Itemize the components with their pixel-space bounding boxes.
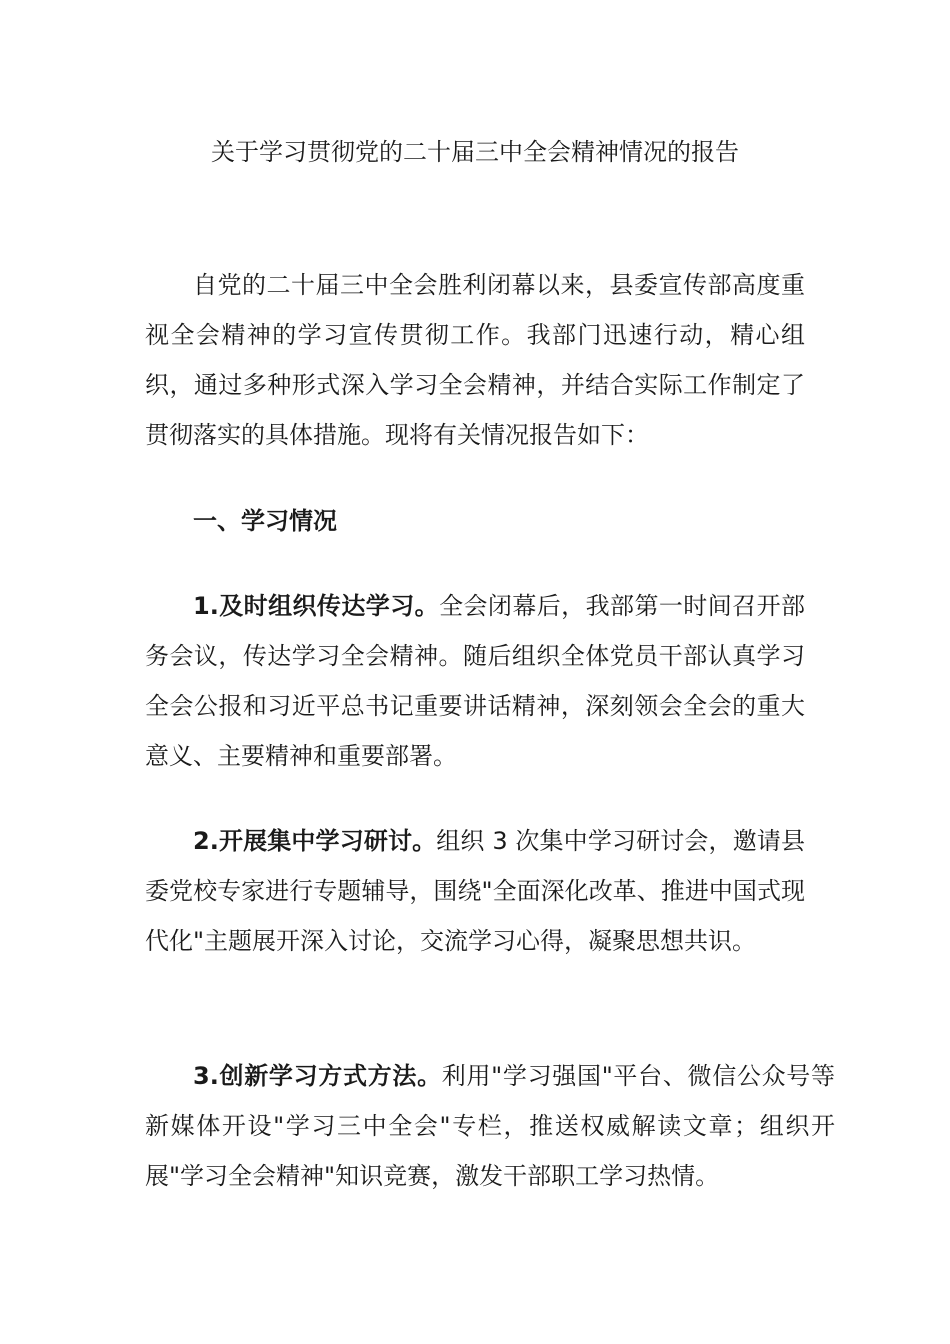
section-heading: 一、学习情况 (193, 507, 337, 535)
item-body: 全会闭幕后，我部第一时间召开部务会议，传达学习全会精神。随后组织全体党员干部认真学习全会公报和习近平总书记重要讲话精神，深刻领会全会的重大意义、主要精神和重要部署。 (145, 592, 805, 770)
item-body: 组织 3 次集中学习研讨会，邀请县委党校专家进行专题辅导，围绕"全面深化改革、推进中国式现代化"主题展开深入讨论，交流学习心得，凝聚思想共识。 (145, 827, 805, 955)
item-lead: 2.开展集中学习研讨。 (193, 827, 437, 855)
intro-paragraph: 自党的二十届三中全会胜利闭幕以来，县委宣传部高度重视全会精神的学习宣传贯彻工作。我部门迅速行动，精心组织，通过多种形式深入学习全会精神，并结合实际工作制定了贯彻落实的具体措施。现将有关情况报告如下： (145, 271, 805, 449)
list-item (145, 1051, 835, 1201)
list-item (145, 816, 805, 966)
list-item (145, 581, 805, 781)
document-title: 关于学习贯彻党的二十届三中全会精神情况的报告 (211, 138, 739, 166)
item-lead: 1.及时组织传达学习。 (193, 592, 440, 620)
item-body: 利用"学习强国"平台、微信公众号等新媒体开设"学习三中全会"专栏，推送权威解读文章；组织开展"学习全会精神"知识竞赛，激发干部职工学习热情。 (145, 1062, 835, 1190)
item-lead: 3.创新学习方式方法。 (193, 1062, 442, 1090)
